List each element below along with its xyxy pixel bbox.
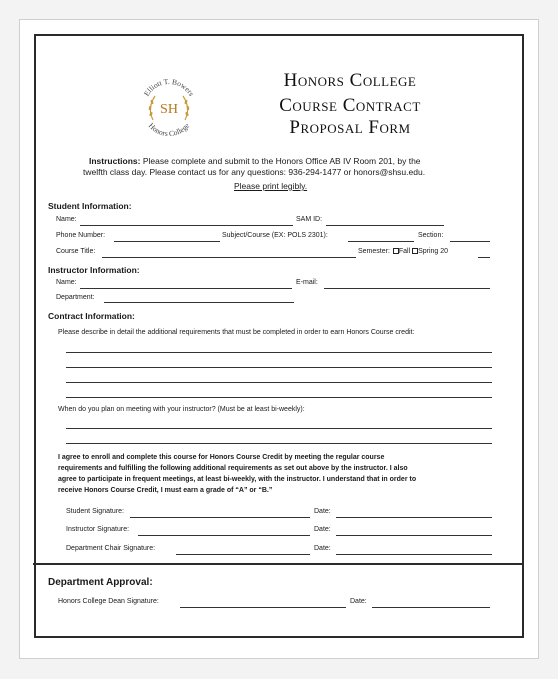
instructions-text-2: twelfth class day. Please contact us for any questions: 936-294-1477 or honors@shsu.edu. [83, 167, 426, 177]
agreement-text-2: requirements and fulfilling the following additional requirements as set out above by the instructor. I also [58, 465, 408, 472]
approval-divider [33, 563, 523, 565]
seal-bottom-text: Honors College [146, 121, 192, 139]
student-date-field[interactable] [336, 517, 492, 518]
instructor-date-field[interactable] [336, 535, 492, 536]
spring-label: Spring 20 [418, 248, 449, 255]
contract-info-heading: Contract Information: [48, 311, 135, 321]
section-label: Section: [418, 232, 444, 239]
chair-date-label: Date: [314, 545, 331, 552]
chair-signature-field[interactable] [176, 554, 310, 555]
requirements-line-4[interactable] [66, 397, 492, 398]
fall-label: Fall [398, 248, 411, 255]
seal-top-text: Elliott T. Bowers [141, 76, 197, 98]
chair-signature-label: Department Chair Signature: [66, 545, 156, 552]
print-legibly-note: Please print legibly. [234, 181, 308, 191]
phone-label: Phone Number: [56, 232, 106, 239]
course-title-field[interactable] [102, 257, 356, 258]
student-name-field[interactable] [80, 225, 293, 226]
instructor-name-label: Name: [56, 279, 77, 286]
sam-id-field[interactable] [326, 225, 444, 226]
approval-heading: Department Approval: [48, 577, 153, 588]
instructor-date-label: Date: [314, 526, 331, 533]
instructor-signature-field[interactable] [138, 535, 310, 536]
dean-date-label: Date: [350, 598, 367, 605]
instructor-email-field[interactable] [324, 288, 490, 289]
instructor-email-label: E-mail: [296, 279, 318, 286]
svg-text:Elliott T. Bowers [142, 77, 196, 98]
meeting-line-2[interactable] [66, 443, 492, 444]
department-field[interactable] [104, 302, 294, 303]
course-title-label: Course Title: [56, 248, 96, 255]
student-signature-label: Student Signature: [66, 508, 124, 515]
instructor-signature-label: Instructor Signature: [66, 526, 130, 533]
dean-date-field[interactable] [372, 607, 490, 608]
spring-year-field[interactable] [478, 257, 490, 258]
student-date-label: Date: [314, 508, 331, 515]
sam-id-label: SAM ID: [296, 216, 323, 223]
instructions-text-1: Please complete and submit to the Honors Office AB IV Room 201, by the [142, 156, 421, 166]
section-field[interactable] [450, 241, 490, 242]
instructions-label: Instructions: [89, 156, 141, 166]
chair-date-field[interactable] [336, 554, 492, 555]
form-title-line2: Course Contract [279, 95, 421, 116]
department-label: Department: [56, 294, 95, 301]
honors-college-seal-icon [133, 70, 205, 142]
agreement-text-4: receive Honors Course Credit, I must earn a grade of “A” or “B.” [58, 487, 273, 494]
requirements-line-3[interactable] [66, 382, 492, 383]
meeting-line-1[interactable] [66, 428, 492, 429]
instructor-info-heading: Instructor Information: [48, 265, 140, 275]
student-info-heading: Student Information: [48, 201, 132, 211]
subject-course-label: Subject/Course (EX: POLS 2301): [222, 232, 328, 239]
instructor-name-field[interactable] [80, 288, 292, 289]
form-title-line1: Honors College [283, 70, 417, 91]
seal-monogram: SH [160, 102, 178, 117]
student-name-label: Name: [56, 216, 77, 223]
phone-field[interactable] [114, 241, 220, 242]
dean-signature-label: Honors College Dean Signature: [58, 598, 159, 605]
semester-label: Semester: [358, 248, 390, 255]
svg-text:Honors College [147, 121, 192, 138]
dean-signature-field[interactable] [180, 607, 346, 608]
requirements-line-1[interactable] [66, 352, 492, 353]
requirements-prompt: Please describe in detail the additional requirements that must be completed in order to earn Honors Course credit: [58, 329, 415, 336]
student-signature-field[interactable] [130, 517, 310, 518]
requirements-line-2[interactable] [66, 367, 492, 368]
subject-course-field[interactable] [348, 241, 414, 242]
form-title-line3: Proposal Form [289, 117, 411, 138]
meeting-prompt: When do you plan on meeting with your instructor? (Must be at least bi-weekly): [58, 406, 305, 413]
agreement-text-1: I agree to enroll and complete this course for Honors Course Credit by meeting the regular course [58, 454, 385, 461]
agreement-text-3: agree to participate in frequent meetings, at least bi-weekly, with the instructor. I understand that in order to [58, 476, 417, 483]
